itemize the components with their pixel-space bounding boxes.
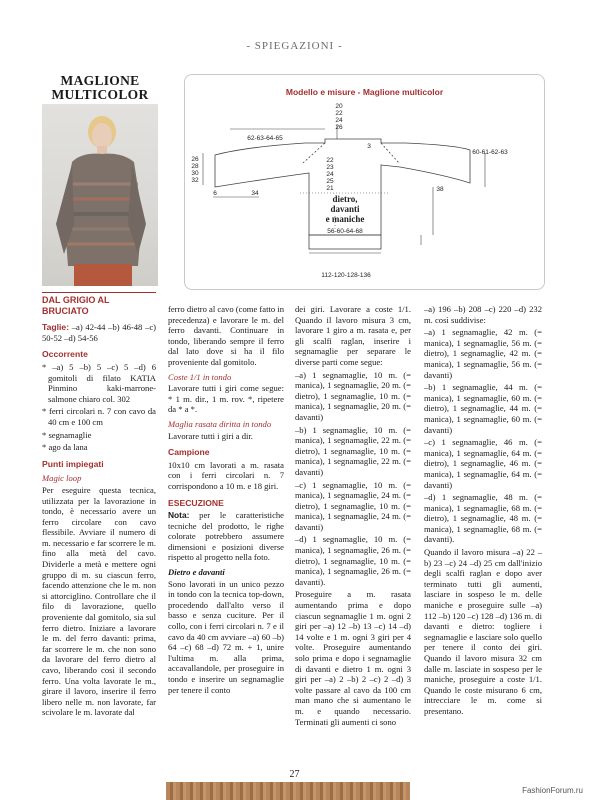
dim-raglan-1: 22 [326,157,334,164]
page-header: - SPIEGAZIONI - [246,40,343,52]
pattern-title [42,74,158,107]
nota-label: Nota: [168,510,190,521]
dim-top-1: 20 [335,103,343,110]
section-main-title: DAL GRIGIO AL BRUCIATO [42,292,156,316]
model-photo [42,104,158,286]
occorrente-item: * ferri circolari n. 7 con cavo da 40 cm e 100 cm [42,406,156,427]
dim-top-4: 26 [335,124,343,131]
body-label-1: dietro, [332,194,358,204]
diagram-drawing [185,75,544,289]
col3-size-c: –c) 1 segnamaglie, 10 m. (= manica), 1 segnamaglie, 24 m. (= dietro), 1 segnamaglie, 10 m. (= manica), 1 segnamaglie, 24 m. (= davanti) [295,479,411,532]
dim-raglan-3: 24 [326,171,334,178]
watermark: FashionForum.ru [522,786,583,795]
rasata-text: Lavorare tutti i giri a dir. [168,430,253,441]
col4-size-c: –c) 1 segnamaglie, 46 m. (= manica), 1 segnamaglie, 64 m. (= dietro), 1 segnamaglie, 46 m. (= manica), 1 segnamaglie, 64 m. (= davanti) [424,437,542,490]
column-3 [295,304,411,729]
page-number: 27 [289,769,300,780]
col3-size-b: –b) 1 segnamaglie, 10 m. (= manica), 1 segnamaglie, 22 m. (= dietro), 1 segnamaglie, 10 m. (= manica), 1 segnamaglie, 22 m. (= davanti) [295,424,411,477]
dim-left-2: 28 [191,163,199,170]
col4-size-b: –b) 1 segnamaglie, 44 m. (= manica), 1 segnamaglie, 60 m. (= dietro), 1 segnamaglie, 44 m. (= manica), 1 segnamaglie, 60 m. (= davanti) [424,382,542,435]
dim-neck: 3 [367,143,371,150]
campione-title: Campione [168,447,210,458]
knit-texture-strip [166,782,410,800]
dim-cuff: 60-61-62-63 [472,149,508,156]
dim-top-3: 24 [335,117,343,124]
col4-size-a: –a) 1 segnamaglie, 42 m. (= manica), 1 segnamaglie, 56 m. (= dietro), 1 segnamaglie, 42 m. (= manica), 1 segnamaglie, 56 m. (= davanti) [424,327,542,380]
dim-inner: 56-60-64-68 [327,228,363,235]
col3-size-d: –d) 1 segnamaglie, 10 m. (= manica), 1 segnamaglie, 26 m. (= dietro), 1 segnamaglie, 10 m. (= manica), 1 segnamaglie, 26 m. (= davanti). [295,534,411,587]
column-1 [42,292,156,720]
dim-shoulder: 62-63-64-65 [247,135,283,142]
col3-end: Proseguire a m. rasata aumentando prima e dopo ciascun segnamaglie 1 m. ogni 2 giri per –a) 12 –b) 13 –c) 14 –d) 14 volte e 1 m. ogni 3 giri per 4 volte. Proseguire aumentando solo prima e dopo i segnamaglie di davanti e dietro 1 m. ogni 3 giri per –a) 2 –b) 2 –c) 2 –d) 3 volte passare al cavo da 100 cm man mano che si aumentano le m. e quando necessario. Terminati gli aumenti ci sono [295,589,411,727]
nota-text: per le caratteristiche tecniche del prodotto, le righe colorate potrebbero assumere dimensioni e posizioni diverse rispetto al progetto nella foto. [168,510,284,563]
diagram-title: Modello e misure - Maglione multicolor [285,87,444,97]
coste-text: Lavorare tutti i giri come segue: * 1 m. dir., 1 m. rov. *, ripetere da * a *. [168,383,284,415]
magic-loop-title: Magic loop [42,473,82,484]
taglie [42,322,156,343]
body-label-2: davanti [330,204,360,214]
col4-size-d: –d) 1 segnamaglie, 48 m. (= manica), 1 segnamaglie, 68 m. (= dietro), 1 segnamaglie, 48 m. (= manica), 1 segnamaglie, 68 m. (= davanti). [424,492,542,545]
occorrente-item: * –a) 5 –b) 5 –c) 5 –d) 6 gomitoli di filato KATIA Pinmino kaki-marrone-salmone chiaro col. 302 [42,361,156,404]
dim-left-34: 34 [251,190,259,197]
dim-right-38: 38 [436,186,444,193]
coste-title: Coste 1/1 in tondo [168,371,232,382]
title-line-1: MAGLIONE [60,73,140,88]
schematic-diagram [184,74,545,290]
column-2 [168,304,284,697]
dietro-title: Dietro e davanti [168,567,225,578]
column-4 [424,304,542,719]
dim-raglan-21: 21 [326,185,334,192]
dim-left-1: 26 [191,156,199,163]
title-line-2: MULTICOLOR [51,87,149,102]
dim-top-2: 22 [335,110,343,117]
col4-intro: –a) 196 –b) 208 –c) 220 –d) 232 m. così suddivise: [424,304,542,325]
dim-left-small: 6 [213,190,217,197]
punti-title: Punti impiegati [42,458,104,469]
col4-end: Quando il lavoro misura –a) 22 –b) 23 –c) 24 –d) 25 cm dall'inizio degli scalfi raglan e dopo aver terminato tutti gli aumenti, lasciare in sospeso le m. delle maniche e proseguire sulle –a) 112 –b) 120 –c) 128 –d) 136 m. di davanti e dietro: togliere i segnamaglie e lasciare solo quello per tenere il conto dei giri. Quando il lavoro misura 32 cm dalle m. lasciate in sospeso per le maniche, proseguire a coste 1/1. Quando le coste misurano 6 cm, intrecciare le m. come si presentano. [424,547,542,716]
taglie-label: Taglie: [42,322,70,333]
dim-hem: 112-120-128-136 [321,272,371,279]
dietro-text: Sono lavorati in un unico pezzo in tondo con la tecnica top-down, procedendo dall'alto verso il basso e senza cuciture. Per il collo, con i ferri circolari n. 7 e il cavo da 40 cm avviare –a) 60 –b) 64 –c) 68 –d) 72 m. + 1, unire l'ultima m. alla prima, accavallandole, per proseguire in tondo e inserire un segnamaglie per tenere il conto [168,578,284,695]
occorrente-item: * segnamaglie [42,429,92,440]
taglie-text: –a) 42-44 –b) 46-48 –c) 50-52 –d) 54-56 [42,322,156,343]
col3-intro: dei giri. Lavorare a coste 1/1. Quando il lavoro misura 3 cm, lavorare 1 giro a m. rasata e, per gli scalfi raglan, inserire i segnamaglie per separare le diverse parti come segue: [295,304,411,367]
dim-raglan-2: 23 [326,164,334,171]
col3-size-a: –a) 1 segnamaglie, 10 m. (= manica), 1 segnamaglie, 20 m. (= dietro), 1 segnamaglie, 10 m. (= manica), 1 segnamaglie, 20 m. (= davanti) [295,369,411,422]
occorrente-title: Occorrente [42,349,88,360]
campione-text: 10x10 cm lavorati a m. rasata con i ferri circolari n. 7 corrispondono a 10 m. e 18 giri. [168,459,284,491]
nota [168,510,284,563]
body-label-3: e maniche [325,214,365,224]
esecuzione-title: ESECUZIONE [168,497,224,508]
col2-text: ferro dietro al cavo (come fatto in precedenza) e lavorare le m. del ferro davanti. Continuare in tondo, liberando sempre il ferro dal lato dove si ha il filo proveniente dal gomitolo. [168,304,284,367]
rasata-title: Maglia rasata diritta in tondo [168,418,272,429]
dim-left-3: 30 [191,170,199,177]
occorrente-item: * ago da lana [42,442,88,453]
magic-loop-text: Per eseguire questa tecnica, utilizzata per la lavorazione in tondo, è necessario avere un ferro circolare con cavo flessibile. Avviare il numero di m. necessario e far scorrere le m. fino alla metà del cavo. Dividerle a metà e mettere ogni gruppo di m. su ciascun ferro, facendo attenzione che le m. non si attorciglino. Controllare che il filo di lavorazione, quello proveniente dal gomitolo, sia sul ferro dietro. Iniziare a lavorare le m. del ferro davanti: prima, far scorrere le m. che non sono da lavorare del ferro dietro al cavo, liberando così il secondo ferro. Una volta lavorate le m., girare il lavoro, inserire il ferro libero nelle m. non lavorate, far scivolare le m. lavorate dal [42,484,156,718]
dim-raglan-4: 25 [326,178,334,185]
dim-left-4: 32 [191,177,199,184]
